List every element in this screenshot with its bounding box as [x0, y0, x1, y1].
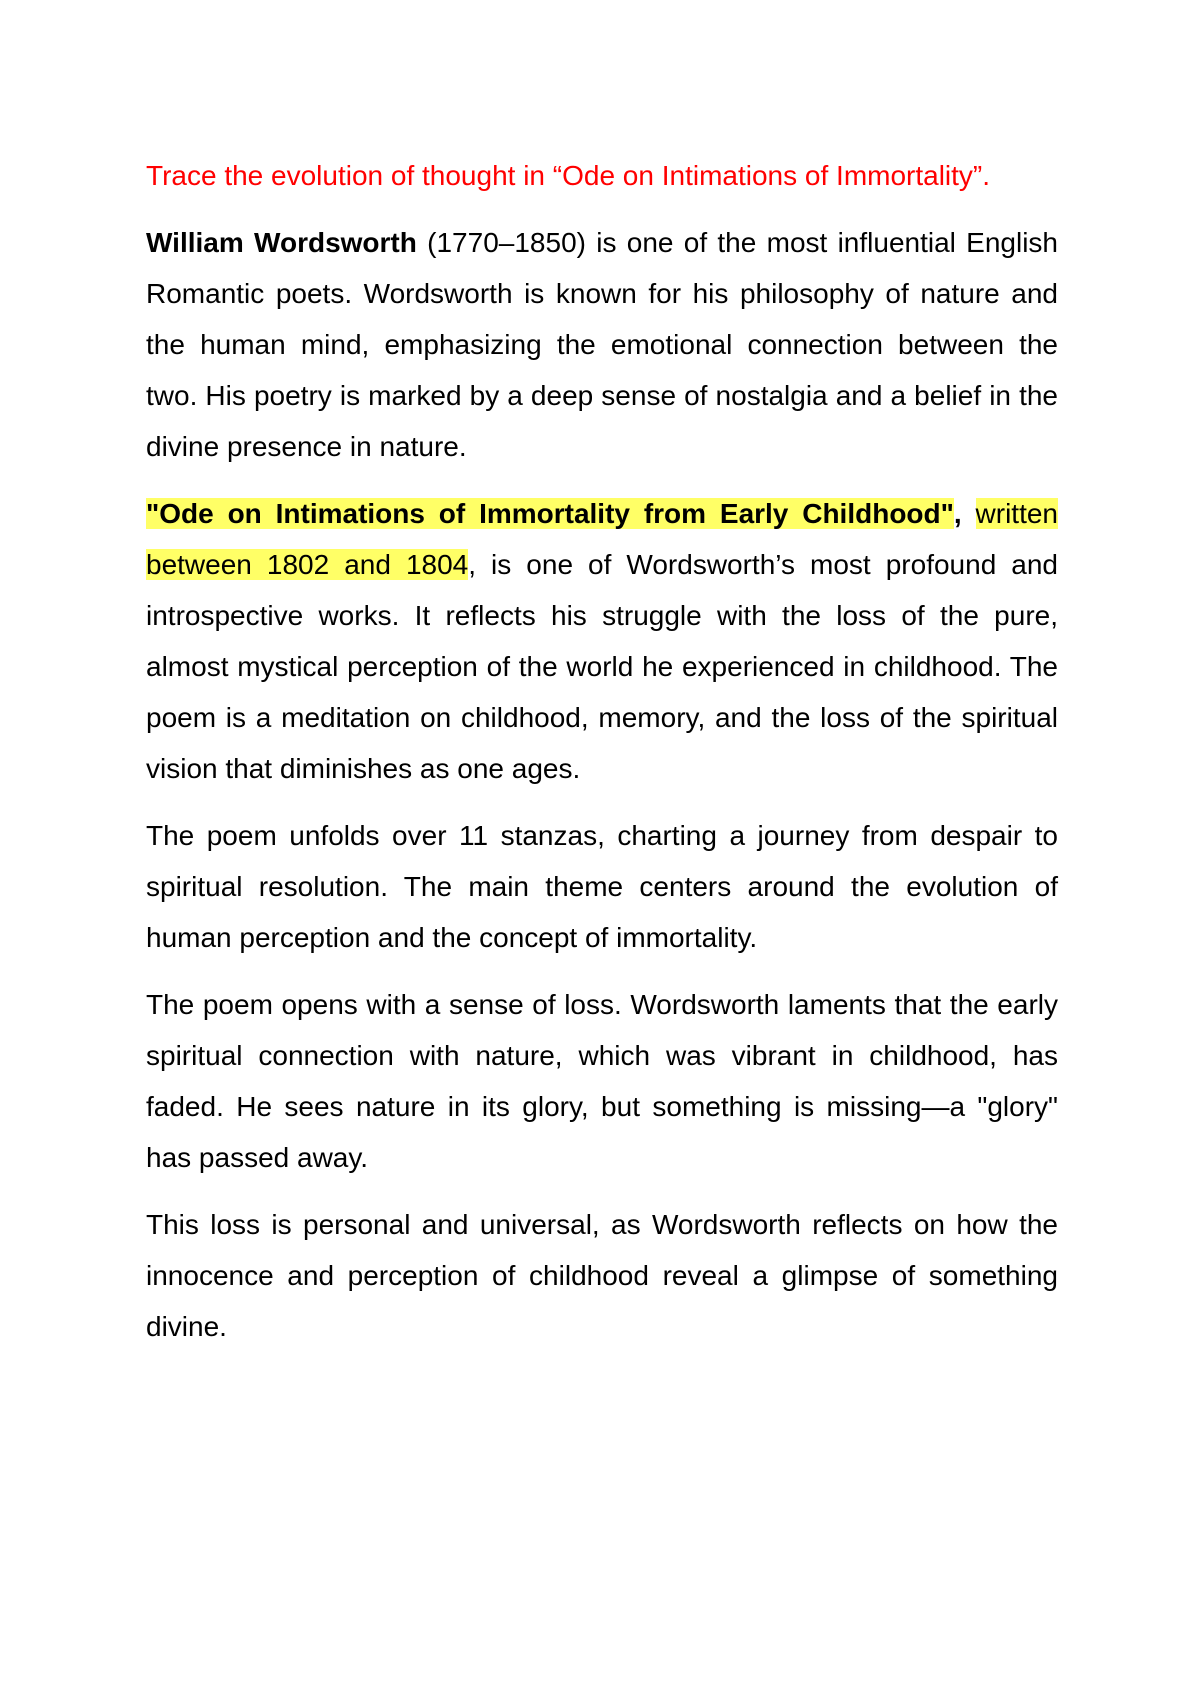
poem-title-highlight: "Ode on Intimations of Immortality from Early Childhood" [146, 498, 954, 529]
poem-intro-space [962, 498, 976, 529]
author-name: William Wordsworth [146, 227, 417, 258]
intro-paragraph [146, 217, 1058, 472]
written-dates-highlight: written between 1802 and 1804 [146, 498, 1058, 580]
question-heading: Trace the evolution of thought in “Ode on Intimations of Immortality”. [146, 160, 991, 191]
document-body [146, 150, 1058, 1368]
poem-intro-paragraph [146, 488, 1058, 794]
body-paragraph-stanzas: The poem unfolds over 11 stanzas, charting a journey from despair to spiritual resolution. The main theme centers around the evolution of human perception and the concept of immortality. [146, 820, 1058, 953]
intro-text: (1770–1850) is one of the most influential English Romantic poets. Wordsworth is known for his philosophy of nature and the human mind, emphasizing the emotional connection between the two. His poetry is marked by a deep sense of nostalgia and a belief in the divine presence in nature. [146, 227, 1059, 462]
poem-title-comma: , [953, 498, 962, 529]
body-paragraph-loss: The poem opens with a sense of loss. Wordsworth laments that the early spiritual connection with nature, which was vibrant in childhood, has faded. He sees nature in its glory, but something is missing—a "glory" has passed away. [146, 989, 1058, 1173]
body-paragraph-universal: This loss is personal and universal, as Wordsworth reflects on how the innocence and perception of childhood reveal a glimpse of something divine. [146, 1209, 1058, 1342]
poem-intro-text: , is one of Wordsworth’s most profound and introspective works. It reflects his struggle with the loss of the pure, almost mystical perception of the world he experienced in childhood. The poem is a meditation on childhood, memory, and the loss of the spiritual vision that diminishes as one ages. [146, 549, 1059, 784]
